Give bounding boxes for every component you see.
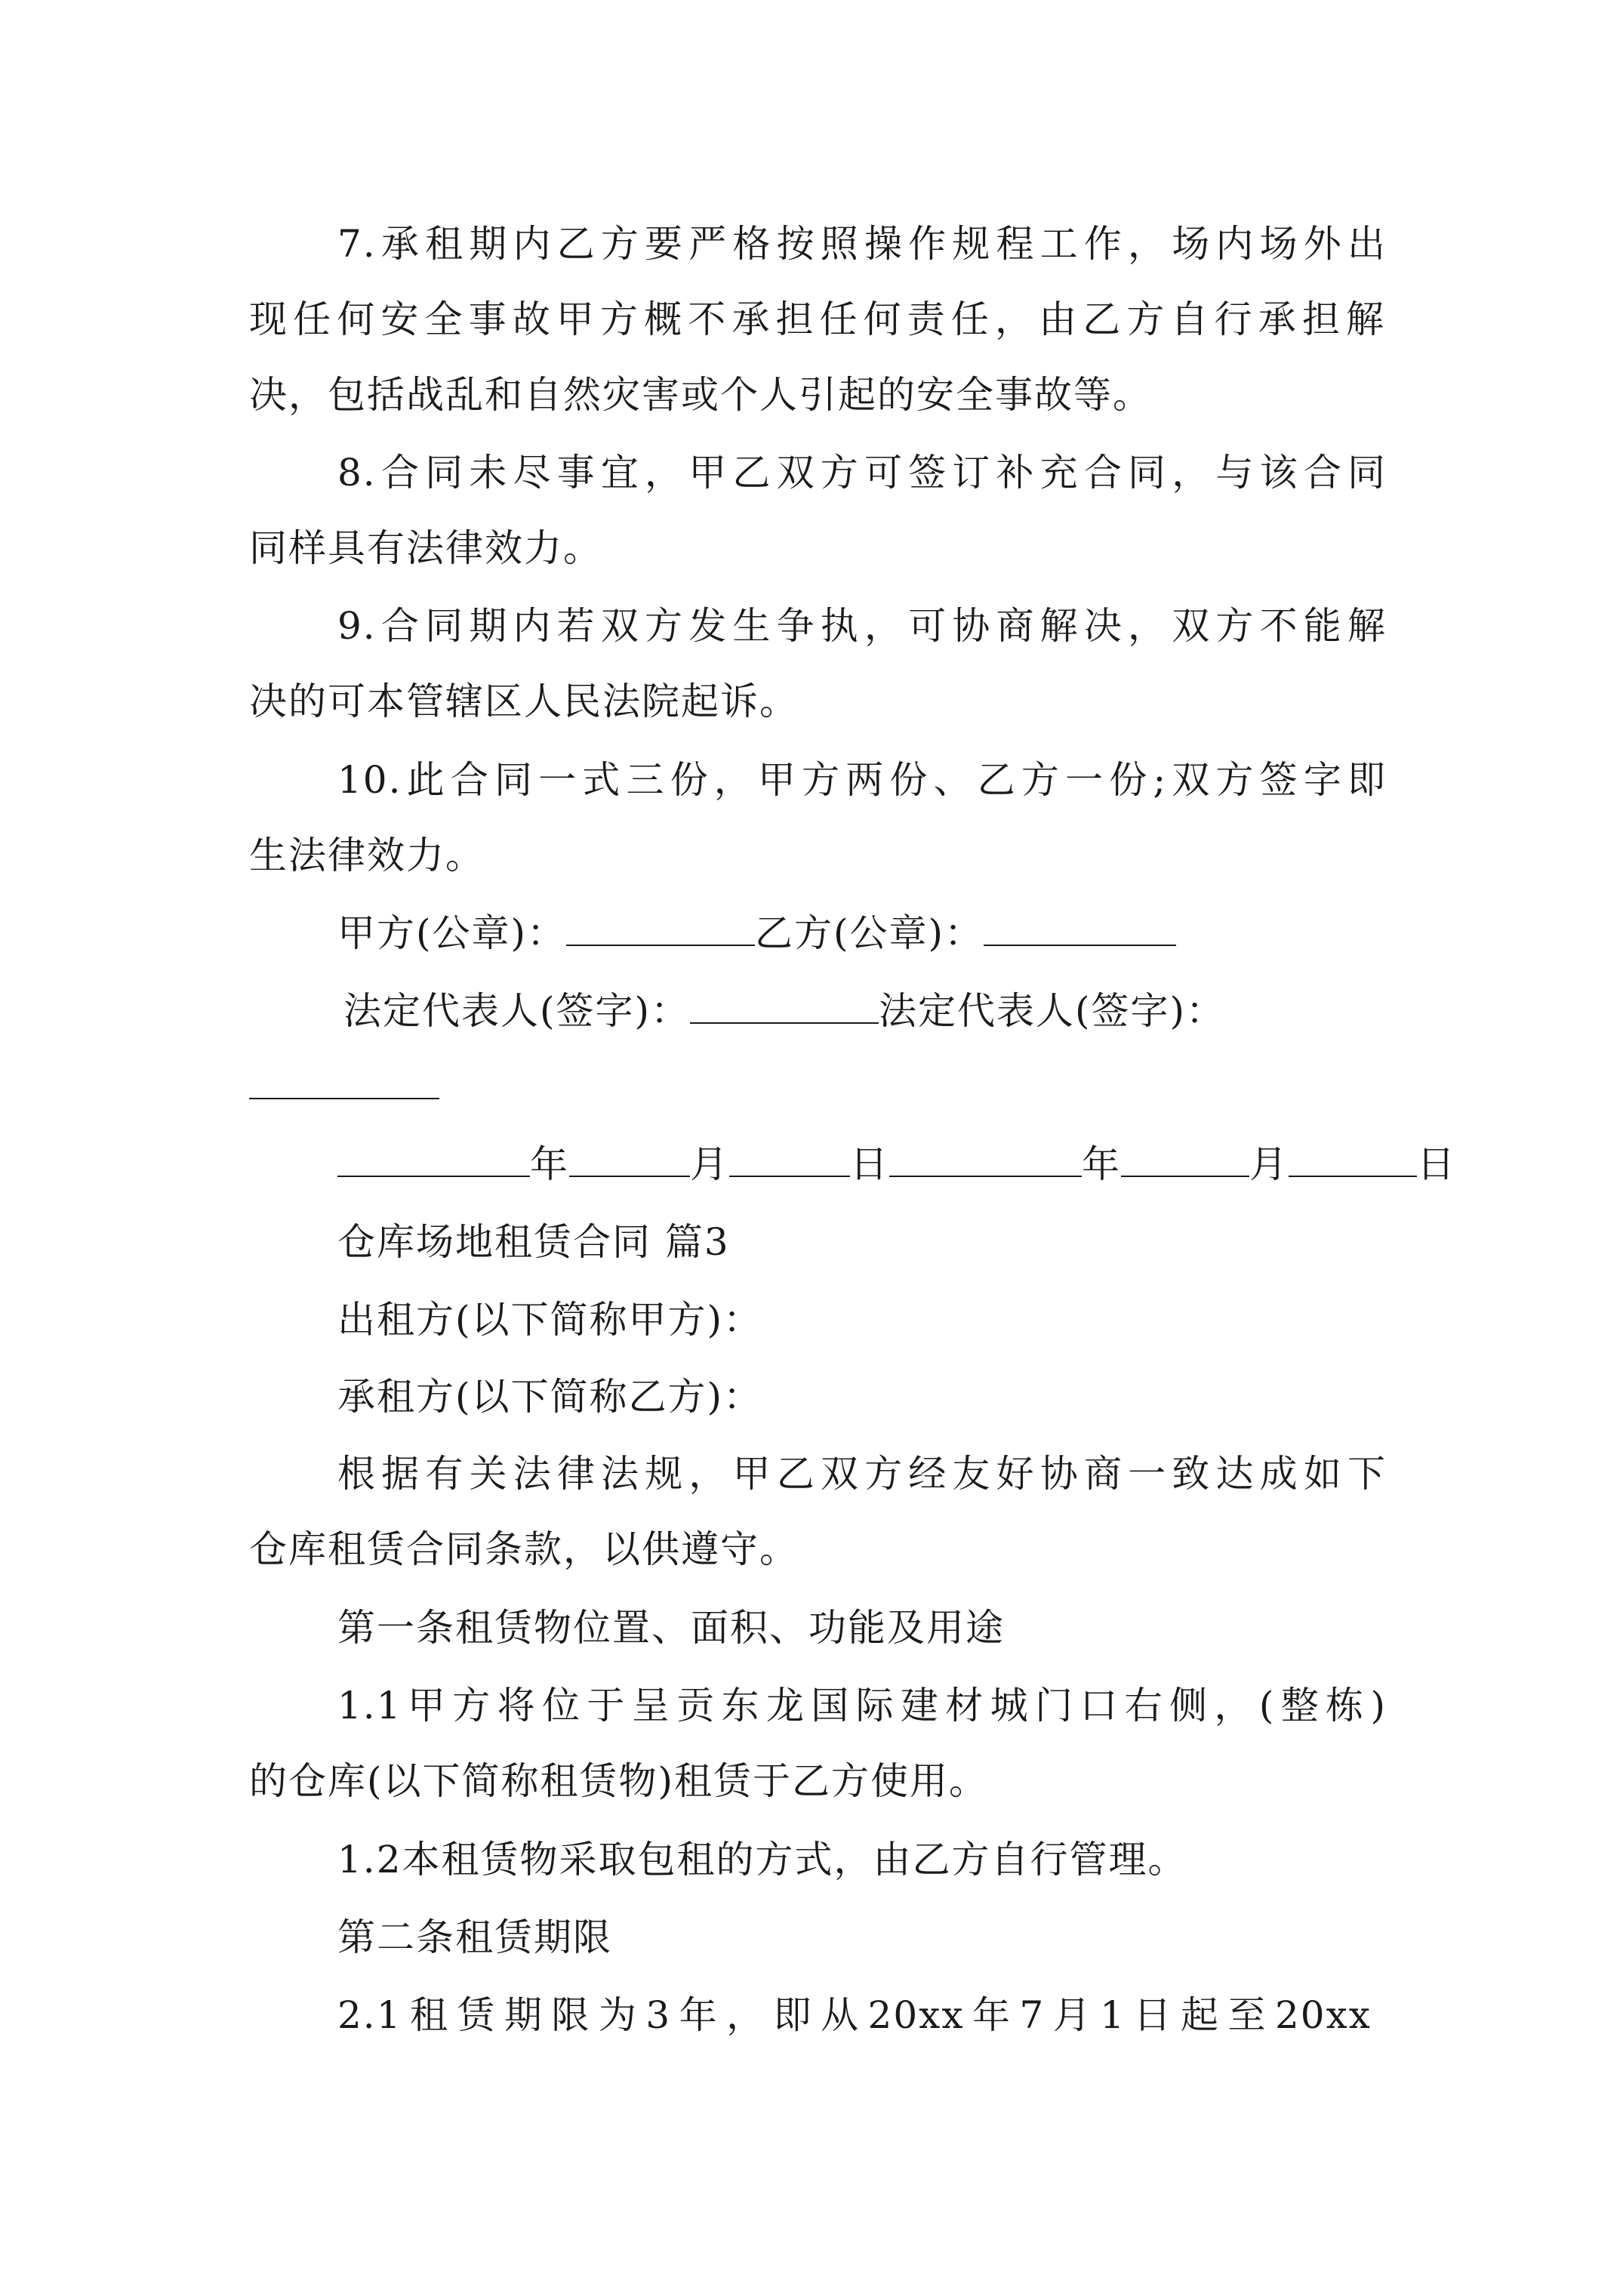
party-a-seal-label: 甲方(公章)：: [337, 911, 567, 955]
clause-10-line-2: 生法律效力。: [249, 834, 485, 877]
article-2-1: 2.1租赁期限为3年，即从20xx年7月1日起至20xx: [337, 1993, 1372, 2037]
party-b-seal-label: 乙方(公章)：: [755, 911, 984, 955]
rep-a-label: 法定代表人(签字)：: [343, 989, 691, 1033]
date-a-month-blank[interactable]: [569, 1142, 690, 1177]
lessor-line: 出租方(以下简称甲方)：: [337, 1298, 763, 1342]
rep-b-blank[interactable]: [249, 1098, 439, 1099]
date-row: [337, 1142, 1456, 1187]
clause-9-line-1: 9.合同期内若双方发生争执，可协商解决，双方不能解: [337, 604, 1387, 648]
intro-line-1: 根据有关法律法规，甲乙双方经友好协商一致达成如下: [337, 1452, 1387, 1496]
section-3-title: 仓库场地租赁合同 篇3: [337, 1220, 730, 1264]
date-a-day-blank[interactable]: [729, 1142, 850, 1177]
party-b-seal-blank[interactable]: [984, 911, 1176, 946]
date-b-month: 月: [1249, 1142, 1289, 1186]
party-a-seal-blank[interactable]: [566, 911, 755, 946]
clause-7-line-2: 现任何安全事故甲方概不承担任何责任，由乙方自行承担解: [249, 297, 1385, 341]
clause-10-line-1: 10.此合同一式三份，甲方两份、乙方一份;双方签字即: [337, 758, 1387, 802]
seal-signature-row: [337, 911, 1176, 956]
article-1-2: 1.2本租赁物采取包租的方式，由乙方自行管理。: [337, 1838, 1187, 1881]
clause-8-line-2: 同样具有法律效力。: [249, 526, 602, 570]
date-a-year-blank[interactable]: [337, 1142, 530, 1177]
date-b-year-blank[interactable]: [889, 1142, 1082, 1177]
article-2-title: 第二条租赁期限: [337, 1915, 612, 1959]
lessee-line: 承租方(以下简称乙方)：: [337, 1375, 763, 1419]
article-1-1-line-2: 的仓库(以下简称租赁物)租赁于乙方使用。: [249, 1759, 989, 1803]
date-b-day-blank[interactable]: [1289, 1142, 1417, 1177]
article-1-title: 第一条租赁物位置、面积、功能及用途: [337, 1606, 1005, 1650]
date-b-day: 日: [1417, 1142, 1456, 1186]
article-1-1-line-1: 1.1甲方将位于呈贡东龙国际建材城门口右侧，(整栋): [337, 1684, 1387, 1727]
representative-signature-row: [343, 988, 1225, 1034]
clause-8-line-1: 8.合同未尽事宜，甲乙双方可签订补充合同，与该合同: [337, 451, 1387, 495]
rep-a-blank[interactable]: [690, 989, 879, 1024]
date-b-month-blank[interactable]: [1121, 1142, 1249, 1177]
date-a-day: 日: [850, 1142, 889, 1186]
clause-7-line-3: 决，包括战乱和自然灾害或个人引起的安全事故等。: [249, 373, 1152, 417]
date-b-year: 年: [1082, 1142, 1121, 1186]
date-a-month: 月: [690, 1142, 729, 1186]
rep-b-label: 法定代表人(签字)：: [879, 989, 1226, 1033]
clause-9-line-2: 决的可本管辖区人民法院起诉。: [249, 680, 799, 723]
date-a-year: 年: [530, 1142, 569, 1186]
intro-line-2: 仓库租赁合同条款，以供遵守。: [249, 1527, 799, 1571]
clause-7-line-1: 7.承租期内乙方要严格按照操作规程工作，场内场外出: [337, 222, 1387, 266]
